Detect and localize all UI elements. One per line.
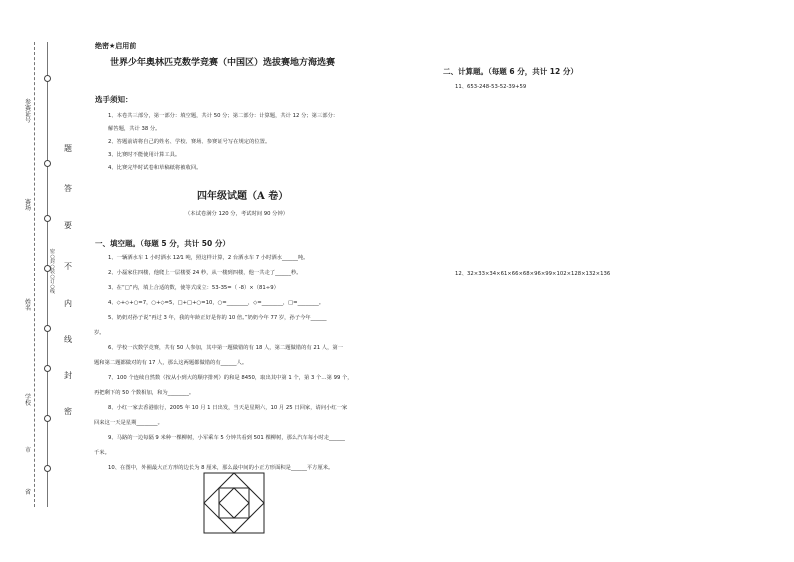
nested-squares-figure [203,472,265,534]
question-line: 1、一辆洒水车 1 小时洒水 12⁄1 吨，照这样计算，2 台洒水车 7 小时洒水______吨。 [108,255,309,261]
binding-hole-circle [44,75,51,82]
notes-heading: 选手须知： [95,95,133,104]
question-11: 11、653-248-53-52-39+59 [455,84,527,90]
notes-item: 2、答题前请将自己的姓名、学校、赛场、参赛证号写在规定的位置。 [108,139,271,145]
binding-line [47,42,48,507]
section1-heading: 一、填空题。（每题 5 分，共计 50 分） [95,239,230,248]
notes-item: 3、比赛时不能使用计算工具。 [108,152,181,158]
label-name: 姓名 [24,299,31,312]
seal-char: 线 [64,335,72,344]
binding-hole-circle [44,160,51,167]
seal-char: 密 [64,407,72,416]
question-line: 5、奶奶对孙子说“再过 3 年，我的年龄正好是你的 10 倍。”奶奶今年 77 岁，孙子今年______ [108,315,327,321]
binding-hole-circle [44,415,51,422]
seal-line-note: 密○封○装○订○线 [49,249,55,295]
binding-hole-circle [44,365,51,372]
notes-item: 4、比赛完毕时试卷和草稿纸将被收回。 [108,165,202,171]
label-candidate-id: 参赛证号 [24,99,31,124]
question-line: 3、在“□”内，填上合适的数，使等式成立：53-35=（ -8）×（81÷9） [108,285,279,291]
question-line: 再把剩下的 50 个数相加，和为________。 [94,390,195,396]
notes-item: 1、本卷共三部分，第一部分：填空题，共计 50 分；第二部分：计算题，共计 12 分；第三部分： [108,113,339,119]
label-school: 学校 [24,394,31,407]
question-line: 2、小磊家住四楼，他爬上一层楼要 24 秒，从一楼到四楼，他一共走了______秒。 [108,270,302,276]
label-venue: 赛场 [24,199,31,212]
paper-title: 四年级试题（A 卷） [197,191,289,202]
question-line: 4、◇+◇+○=7，○+◇=5，□+□+○=10，○=________，◇=________，□=________。 [108,300,325,306]
seal-char: 答 [64,184,72,193]
binding-hole-circle [44,215,51,222]
label-province: 省 [24,489,31,496]
seal-char: 题 [64,144,72,153]
binding-hole-circle [44,325,51,332]
paper-subtitle: （本试卷满分 120 分，考试时间 90 分钟） [185,211,289,217]
question-line: 10、在图中，外圈最大正方形的边长为 8 厘米，那么最中间的小正方形面积是______平方厘米。 [108,465,334,471]
question-12: 12、32×33×34×61×66×68×96×99×102×128×132×136 [455,271,611,277]
notes-item: 解答题，共计 38 分。 [108,126,161,132]
question-line: 回来这一天是星期________。 [94,420,163,426]
question-line: 7、100 个连续自然数（按从小到大的顺序排列）的和是 8450，取出其中第 1 个，第 3 个…第 99 个， [108,375,353,381]
secret-mark: 绝密★启用前 [95,42,137,50]
question-line: 题和第二题都做对的有 17 人，那么这两题都做错的有______人。 [94,360,248,366]
seal-char: 内 [64,299,72,308]
question-line: 8、小红一家去香港旅行，2005 年 10 月 1 日出发，当天是星期六，10 月 25 日回家，请问小红一家 [108,405,348,411]
page-title: 世界少年奥林匹克数学竞赛（中国区）选拔赛地方海选赛 [110,58,336,68]
label-city: 市 [24,447,31,454]
seal-char: 要 [64,221,72,230]
question-line: 6、学校一次数学竞赛，共有 50 人参加，其中第一题做错的有 18 人，第二题做错的有 21 人，第一 [108,345,343,351]
question-line: 岁。 [94,330,105,336]
seal-char: 不 [64,262,72,271]
question-line: 9、马路的一边每隔 9 米种一棵柳树，小军乘车 5 分钟共看到 501 棵柳树，那么汽车每小时走______ [108,435,345,441]
seal-char: 封 [64,371,72,380]
binding-hole-circle [44,465,51,472]
section2-heading: 二、计算题。（每题 6 分，共计 12 分） [443,67,578,76]
cut-line [34,42,35,507]
question-line: 千米。 [94,450,110,456]
